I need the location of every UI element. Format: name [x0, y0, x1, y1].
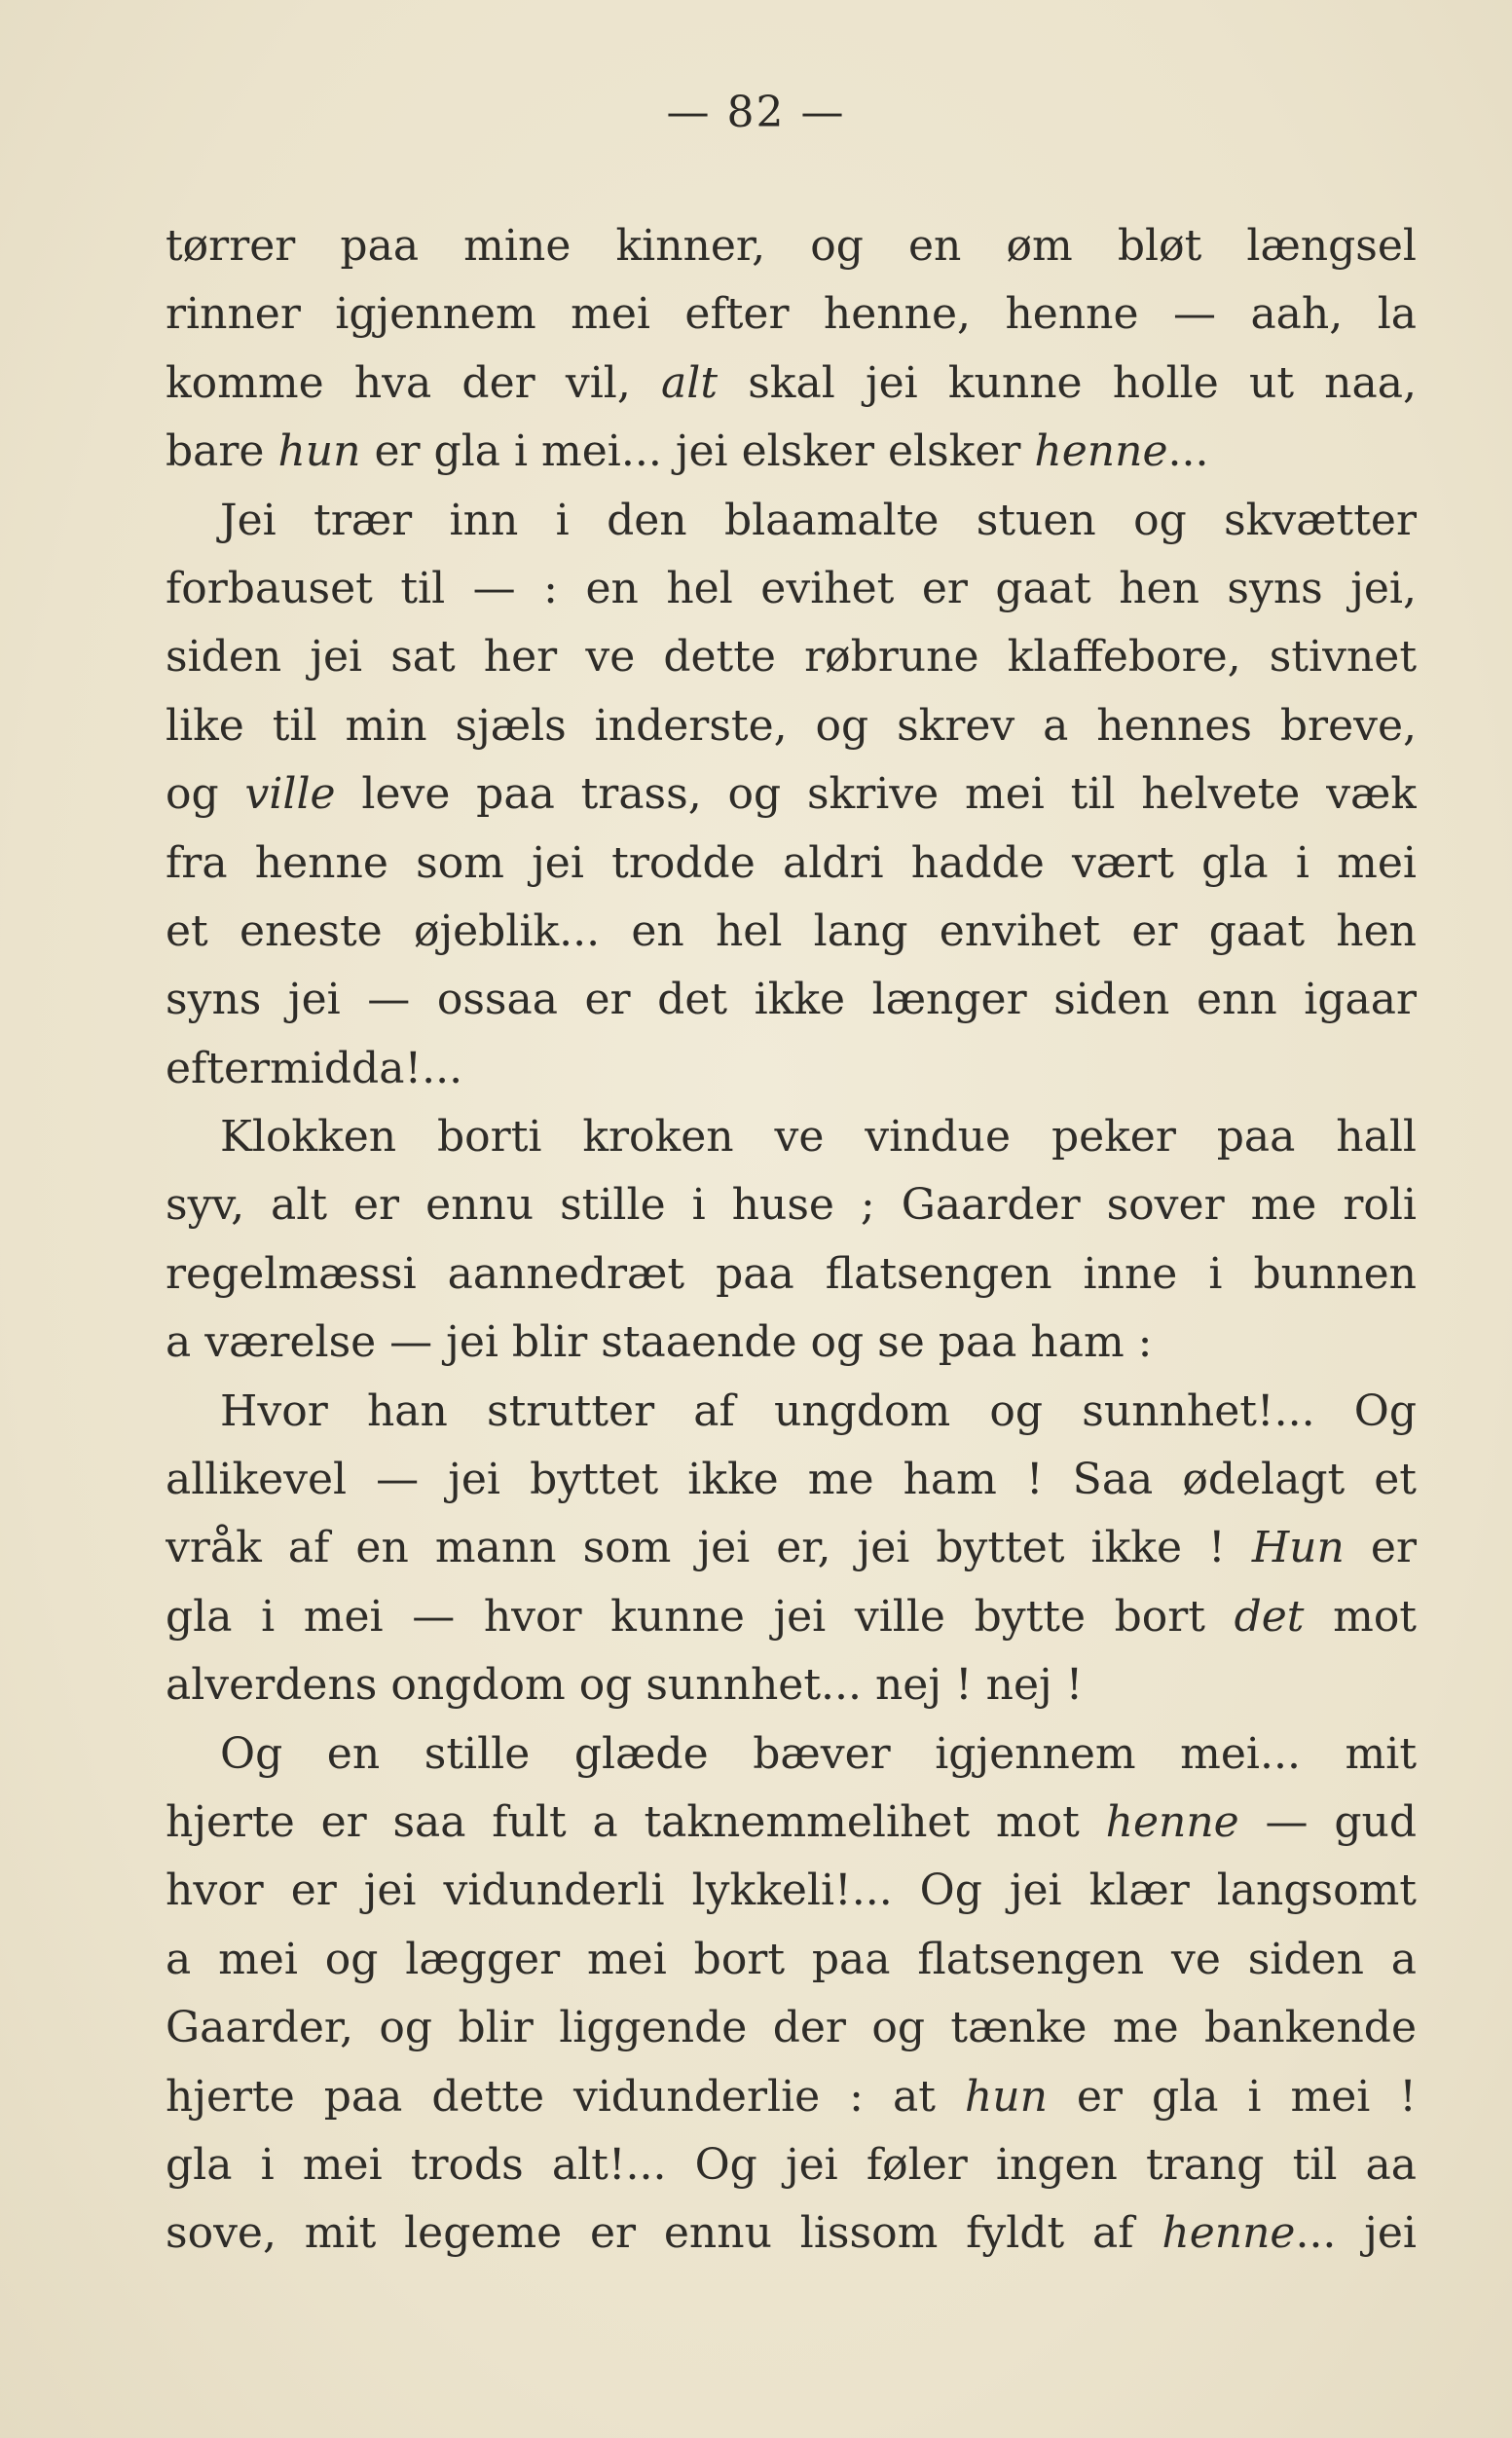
text-segment: er gla i mei... jei elsker elsker [360, 426, 1035, 477]
text-segment: Jei trær inn i den blaamalte stuen og skvætter [220, 495, 1417, 545]
text-line [166, 1651, 1417, 1719]
text-segment: regelmæssi aannedræt paa flatsengen inne i bunnen [166, 1248, 1417, 1299]
italic-word: ville [244, 769, 336, 820]
text-line [166, 1240, 1417, 1309]
text-segment: leve paa trass, og skrive mei til helvete væk [335, 769, 1417, 820]
text-segment: gla i mei — hvor kunne jei ville bytte bort [166, 1591, 1235, 1642]
text-segment: like til min sjæls inderste, og skrev a hennes breve, [166, 700, 1417, 751]
italic-word: Hun [1251, 1523, 1345, 1573]
text-line [166, 830, 1417, 898]
text-line [166, 1994, 1417, 2062]
text-segment: — gud [1238, 1796, 1417, 1847]
italic-word: henne [1162, 2208, 1296, 2259]
text-segment: Gaarder, og blir liggende der og tænke me bankende [166, 2003, 1417, 2053]
text-line [166, 1309, 1417, 1377]
italic-word: hun [964, 2071, 1048, 2122]
text-line [166, 280, 1417, 349]
text-segment: fra henne som jei trodde aldri hadde vært gla i mei [166, 837, 1417, 888]
text-line [166, 692, 1417, 760]
text-line [166, 2131, 1417, 2199]
text-segment: mot [1304, 1591, 1417, 1642]
text-line [166, 623, 1417, 691]
text-line [166, 2063, 1417, 2131]
italic-word: henne [1105, 1796, 1239, 1847]
text-segment: Hvor han strutter af ungdom og sunnhet!... Og [220, 1385, 1417, 1436]
italic-word: alt [661, 357, 719, 408]
text-line [166, 1789, 1417, 1857]
text-segment: ... jei [1295, 2208, 1417, 2259]
italic-word: det [1234, 1591, 1305, 1642]
text-line [166, 1720, 1417, 1789]
text-line [166, 898, 1417, 966]
text-segment: alverdens ongdom og sunnhet... nej ! nej ! [166, 1660, 1084, 1711]
text-line [166, 760, 1417, 829]
text-segment: a værelse — jei blir staaende og se paa ham : [166, 1317, 1153, 1368]
italic-word: henne [1034, 426, 1168, 477]
text-line [166, 487, 1417, 555]
text-segment: eftermidda!... [166, 1043, 463, 1093]
text-line [166, 1446, 1417, 1514]
text-segment: syv, alt er ennu stille i huse ; Gaarder sover me roli [166, 1180, 1417, 1231]
text-segment: bare [166, 426, 278, 477]
text-line [166, 212, 1417, 280]
text-segment: siden jei sat her ve dette røbrune klaffebore, stivnet [166, 632, 1417, 683]
text-segment: Klokken borti kroken ve vindue peker paa hall [220, 1112, 1417, 1163]
text-segment: forbauset til — : en hel evihet er gaat hen syns jei, [166, 563, 1417, 613]
text-line [166, 1857, 1417, 1925]
text-segment: og [166, 769, 245, 820]
text-line [166, 555, 1417, 623]
text-segment: hjerte paa dette vidunderlie : at [166, 2071, 965, 2122]
text-line [166, 1035, 1417, 1103]
text-segment: allikevel — jei byttet ikke me ham ! Saa ødelagt et [166, 1455, 1417, 1505]
text-segment: vråk af en mann som jei er, jei byttet ikke ! [166, 1523, 1252, 1573]
text-segment: syns jei — ossaa er det ikke længer siden enn igaar [166, 975, 1417, 1025]
text-segment: Og en stille glæde bæver igjennem mei... mit [220, 1728, 1417, 1779]
text-segment: et eneste øjeblik... en hel lang envihet er gaat hen [166, 905, 1417, 956]
text-segment: gla i mei trods alt!... Og jei føler ingen trang til aa [166, 2139, 1417, 2190]
page-number: — 82 — [666, 88, 846, 137]
text-segment: er gla i mei ! [1047, 2071, 1417, 2122]
text-line [166, 966, 1417, 1034]
text-line [166, 1103, 1417, 1171]
italic-word: hun [277, 426, 361, 477]
text-segment: er [1344, 1523, 1417, 1573]
text-line [166, 1514, 1417, 1582]
body-text [166, 212, 1417, 2269]
text-line [166, 418, 1417, 486]
text-line [166, 1171, 1417, 1239]
text-segment: rinner igjennem mei efter henne, henne — aah, la [166, 289, 1417, 340]
text-segment: hjerte er saa fult a taknemmelihet mot [166, 1796, 1106, 1847]
text-line [166, 1378, 1417, 1446]
text-segment: ... [1167, 426, 1209, 477]
text-segment: a mei og lægger mei bort paa flatsengen ve siden a [166, 1934, 1417, 1984]
text-segment: hvor er jei vidunderli lykkeli!... Og jei klær langsomt [166, 1865, 1417, 1916]
text-line [166, 2199, 1417, 2268]
text-line [166, 1926, 1417, 1994]
text-segment: skal jei kunne holle ut naa, [718, 357, 1417, 408]
text-segment: sove, mit legeme er ennu lissom fyldt af [166, 2208, 1162, 2259]
text-line [166, 350, 1417, 418]
text-line [166, 1583, 1417, 1651]
text-segment: tørrer paa mine kinner, og en øm bløt længsel [166, 221, 1417, 271]
text-segment: komme hva der vil, [166, 357, 662, 408]
